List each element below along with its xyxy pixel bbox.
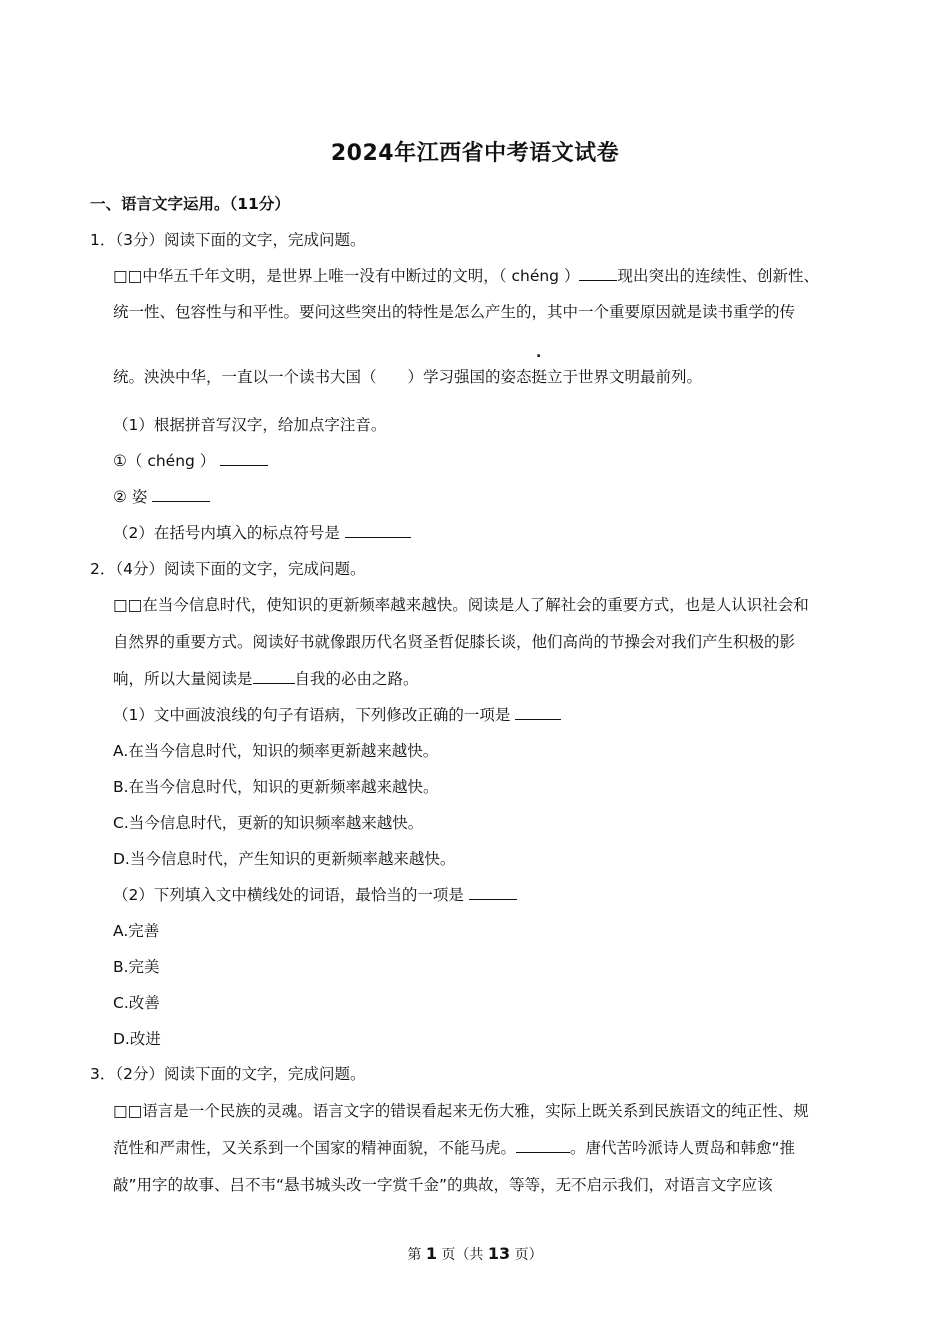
sub-label: （1）文中画波浪线的句子有语病，下列修改正确的一项是 bbox=[113, 706, 511, 724]
dotted-character: 姿 bbox=[500, 368, 517, 386]
exam-title: 2024年江西省中考语文试卷 bbox=[330, 141, 620, 166]
page-number: 1 bbox=[425, 1244, 437, 1263]
question-3-passage-line-2 bbox=[113, 1137, 795, 1159]
answer-blank[interactable] bbox=[345, 522, 411, 538]
question-3-passage-line-3: 敲”用字的故事、吕不韦“悬书城头改一字赏千金”的典故，等等，无不启示我们，对语言文字应该 bbox=[113, 1176, 773, 1194]
passage-text: 。唐代苦吟派诗人贾岛和韩愈“推 bbox=[570, 1139, 796, 1157]
question-3-head: 3．（2分）阅读下面的文字，完成问题。 bbox=[90, 1065, 366, 1083]
option-a[interactable]: A.完善 bbox=[113, 922, 160, 940]
question-2-sub-2 bbox=[113, 884, 517, 906]
option-c[interactable]: C.当今信息时代，更新的知识频率越来越快。 bbox=[113, 814, 424, 832]
passage-text: 自我的必由之路。 bbox=[294, 670, 419, 688]
passage-text: 统。泱泱中华，一直以一个读书大国（ ）学习强国的 bbox=[113, 368, 501, 386]
passage-text: 范性和严肃性，又关系到一个国家的精神面貌，不能马虎。 bbox=[113, 1139, 517, 1157]
fill-blank[interactable] bbox=[516, 1137, 570, 1153]
passage-text: 响，所以大量阅读是 bbox=[113, 670, 253, 688]
question-1-head: 1．（3分）阅读下面的文字，完成问题。 bbox=[90, 231, 366, 249]
answer-blank[interactable] bbox=[515, 704, 561, 720]
sub-label: （2）在括号内填入的标点符号是 bbox=[113, 524, 340, 542]
question-2-sub-1 bbox=[113, 704, 561, 726]
answer-blank[interactable] bbox=[469, 884, 517, 900]
emphasis-dot: . bbox=[536, 345, 542, 361]
answer-blank[interactable] bbox=[152, 486, 210, 502]
option-a[interactable]: A.在当今信息时代，知识的频率更新越来越快。 bbox=[113, 742, 439, 760]
fill-blank[interactable] bbox=[253, 668, 295, 684]
question-1-passage-line-1 bbox=[113, 265, 819, 287]
fill-blank[interactable] bbox=[579, 265, 617, 281]
question-3-passage-line-1: □□语言是一个民族的灵魂。语言文字的错误看起来无伤大雅，实际上既关系到民族语文的纯正性、规 bbox=[113, 1102, 809, 1120]
question-2-passage-line-1: □□在当今信息时代，使知识的更新频率越来越快。阅读是人了解社会的重要方式，也是人认识社会和 bbox=[113, 596, 809, 614]
passage-text: 现出突出的连续性、创新性、 bbox=[617, 267, 819, 285]
question-1-sub-1a bbox=[113, 450, 268, 472]
option-c[interactable]: C.改善 bbox=[113, 994, 160, 1012]
option-d[interactable]: D.当今信息时代，产生知识的更新频率越来越快。 bbox=[113, 850, 456, 868]
total-pages: 13 bbox=[487, 1244, 511, 1263]
sub-label: （2）下列填入文中横线处的词语，最恰当的一项是 bbox=[113, 886, 464, 904]
option-b[interactable]: B.在当今信息时代，知识的更新频率越来越快。 bbox=[113, 778, 439, 796]
sub-label: ② 姿 bbox=[113, 488, 148, 506]
page-footer bbox=[0, 1244, 950, 1264]
option-d[interactable]: D.改进 bbox=[113, 1030, 161, 1048]
option-b[interactable]: B.完美 bbox=[113, 958, 160, 976]
question-2-passage-line-2: 自然界的重要方式。阅读好书就像跟历代名贤圣哲促膝长谈，他们高尚的节操会对我们产生积极的影 bbox=[113, 633, 796, 651]
footer-text: 页（共 bbox=[436, 1247, 488, 1263]
answer-blank[interactable] bbox=[220, 450, 268, 466]
question-1-sub-1: （1）根据拼音写汉字，给加点字注音。 bbox=[113, 416, 387, 434]
passage-text: 态挺立于世界文明最前列。 bbox=[516, 368, 703, 386]
footer-text: 页） bbox=[510, 1247, 543, 1263]
question-1-sub-1b bbox=[113, 486, 210, 508]
question-2-head: 2．（4分）阅读下面的文字，完成问题。 bbox=[90, 560, 366, 578]
sub-label: ①（ chéng ） bbox=[113, 452, 216, 470]
section-heading: 一、语言文字运用。（11分） bbox=[90, 195, 290, 213]
question-1-passage-line-2: 统一性、包容性与和平性。要问这些突出的特性是怎么产生的，其中一个重要原因就是读书重学的传 bbox=[113, 303, 796, 321]
question-2-passage-line-3 bbox=[113, 668, 419, 690]
question-1-passage-line-3 bbox=[113, 366, 702, 388]
passage-text: □□中华五千年文明，是世界上唯一没有中断过的文明，（ chéng ） bbox=[113, 267, 580, 285]
question-1-sub-2 bbox=[113, 522, 411, 544]
footer-text: 第 bbox=[407, 1247, 426, 1263]
